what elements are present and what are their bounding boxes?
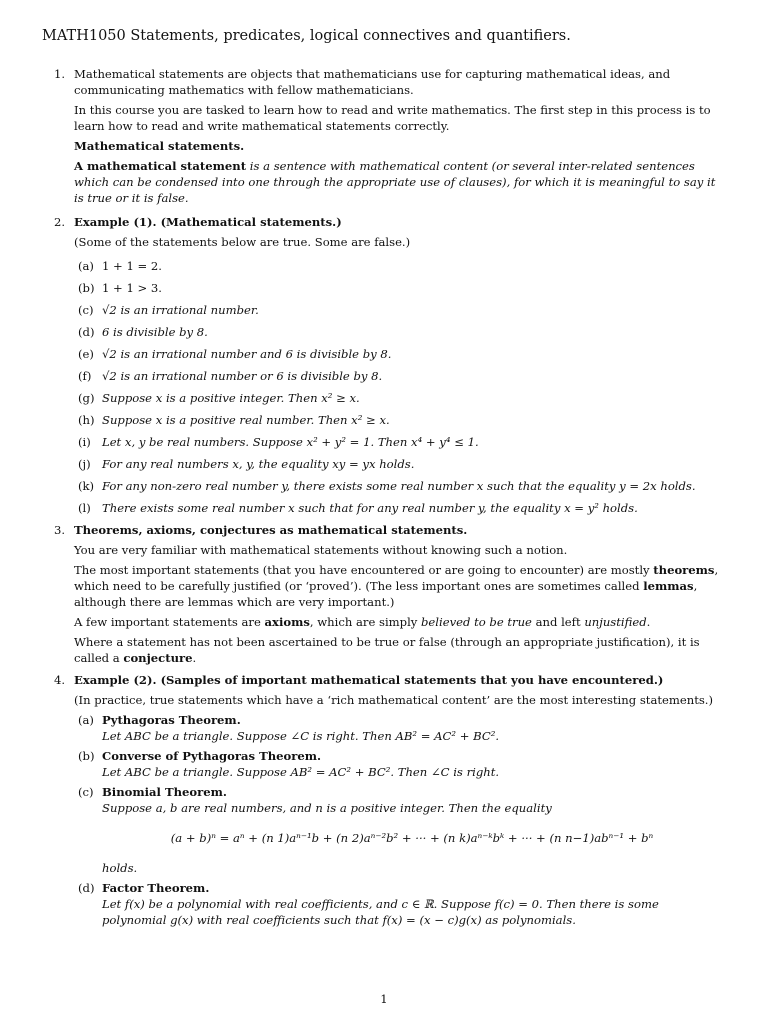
item-label: (i) — [78, 435, 91, 449]
text: A few important statements are — [74, 615, 265, 629]
item-label: (d) — [78, 325, 95, 339]
theorem-text: Let ABC be a triangle. Suppose ∠C is right. Then AB² = AC² + BC². — [102, 729, 500, 743]
paragraph: Mathematical statements are objects that mathematicians use for capturing mathematical ideas, and communicating mathematics with fellow mathematicians. — [74, 67, 671, 97]
statement-item — [74, 456, 722, 472]
section-heading: Example (2). (Samples of important mathematical statements that you have encountered.) — [74, 673, 664, 687]
section-3 — [42, 522, 722, 666]
item-label: (l) — [78, 501, 91, 515]
section-2 — [42, 214, 722, 516]
theorem-title: Converse of Pythagoras Theorem. — [102, 749, 322, 763]
text: The most important statements (that you have encountered or are going to encounter) are mostly — [74, 563, 654, 577]
theorem-item — [74, 712, 722, 744]
defined-term: A mathematical statement — [74, 159, 247, 173]
text: , which are simply — [309, 615, 422, 629]
theorem-title: Binomial Theorem. — [102, 785, 227, 799]
theorem-title: Pythagoras Theorem. — [102, 713, 241, 727]
item-label: (e) — [78, 347, 94, 361]
statement-text: Suppose x is a positive integer. Then x² ≥ x. — [102, 391, 360, 405]
section-heading: Theorems, axioms, conjectures as mathematical statements. — [74, 523, 468, 537]
statement-list — [74, 258, 722, 516]
statement-item — [74, 324, 722, 340]
binomial-equation: (a + b)ⁿ = aⁿ + (n 1)aⁿ⁻¹b + (n 2)aⁿ⁻²b² + ··· + (n k)aⁿ⁻ᵏbᵏ + ··· + (n n−1)abⁿ⁻¹ + bⁿ — [170, 831, 654, 845]
definition — [74, 158, 722, 206]
theorem-text: Suppose a, b are real numbers, and n is a positive integer. Then the equality — [102, 801, 552, 815]
section-number: 4. — [54, 673, 66, 687]
item-label: (c) — [78, 303, 94, 317]
item-label: (j) — [78, 457, 91, 471]
section-heading: Mathematical statements. — [74, 139, 245, 153]
statement-text: Suppose x is a positive real number. Then x² ≥ x. — [102, 413, 390, 427]
theorem-text: Let f(x) be a polynomial with real coefficients, and c ∈ ℝ. Suppose f(c) = 0. Then there is some polynomial g(x) with real coefficients such that f(x) = (x − c)g(x) as polynomials. — [102, 897, 659, 927]
paragraph — [74, 634, 722, 666]
term-lemmas: lemmas — [643, 579, 694, 593]
theorem-item — [74, 880, 722, 928]
text: . — [192, 651, 197, 665]
item-label: (b) — [78, 749, 95, 763]
statement-text: For any non-zero real number y, there exists some real number x such that the equality y = 2x holds. — [102, 479, 696, 493]
text: . — [646, 615, 651, 629]
theorem-title: Factor Theorem. — [102, 881, 210, 895]
statement-item — [74, 390, 722, 406]
statement-item — [74, 346, 722, 362]
item-label: (b) — [78, 281, 95, 295]
text: and left — [531, 615, 585, 629]
theorem-item — [74, 748, 722, 780]
statement-item — [74, 500, 722, 516]
section-number: 1. — [54, 67, 66, 81]
emphasis: believed to be true — [421, 615, 532, 629]
page-number: 1 — [380, 992, 388, 1006]
paragraph — [74, 614, 722, 630]
statement-item — [74, 368, 722, 384]
term-axioms: axioms — [264, 615, 310, 629]
statement-item — [74, 412, 722, 428]
statement-text: 1 + 1 > 3. — [102, 281, 162, 295]
item-label: (h) — [78, 413, 95, 427]
item-label: (f) — [78, 369, 92, 383]
item-label: (a) — [78, 259, 94, 273]
item-label: (c) — [78, 785, 94, 799]
section-number: 3. — [54, 523, 66, 537]
statement-text: 1 + 1 = 2. — [102, 259, 162, 273]
paragraph: (Some of the statements below are true. Some are false.) — [74, 235, 411, 249]
item-label: (g) — [78, 391, 95, 405]
statement-text: Let x, y be real numbers. Suppose x² + y² = 1. Then x⁴ + y⁴ ≤ 1. — [102, 435, 479, 449]
item-label: (k) — [78, 479, 95, 493]
statement-item — [74, 258, 722, 274]
statement-item — [74, 302, 722, 318]
paragraph — [74, 562, 722, 610]
section-1 — [42, 66, 722, 206]
paragraph: You are very familiar with mathematical statements without knowing such a notion. — [74, 543, 568, 557]
definition-text: is a sentence with mathematical content (or several inter-related sentences which can be condensed into one through the appropriate use of clauses), for which it is meaningful to say it is true or it is false. — [74, 159, 716, 205]
text: , although there are lemmas which are very important.) — [74, 579, 698, 609]
statement-item — [74, 434, 722, 450]
term-conjecture: conjecture — [123, 651, 193, 665]
text: Where a statement has not been ascertained to be true or false (through an appropriate justification), it is called a — [74, 635, 700, 665]
theorem-text: Let ABC be a triangle. Suppose AB² = AC² + BC². Then ∠C is right. — [102, 765, 500, 779]
text: , which need to be carefully justified (or ‘proved’). (The less important ones are sometimes called — [74, 563, 719, 593]
statement-item — [74, 280, 722, 296]
statement-text: √2 is an irrational number and 6 is divisible by 8. — [102, 347, 392, 361]
paragraph: In this course you are tasked to learn how to read and write mathematics. The first step in this process is to learn how to read and write mathematical statements correctly. — [74, 103, 711, 133]
theorem-text: holds. — [102, 861, 138, 875]
item-label: (d) — [78, 881, 95, 895]
item-label: (a) — [78, 713, 94, 727]
theorem-item — [74, 784, 722, 876]
statement-text: For any real numbers x, y, the equality xy = yx holds. — [102, 457, 415, 471]
term-theorems: theorems — [653, 563, 715, 577]
statement-item — [74, 478, 722, 494]
document-page — [42, 28, 722, 934]
page-title: MATH1050 Statements, predicates, logical connectives and quantifiers. — [42, 28, 571, 44]
statement-text: There exists some real number x such that for any real number y, the equality x = y² holds. — [102, 501, 638, 515]
paragraph: (In practice, true statements which have a ‘rich mathematical content’ are the most interesting statements.) — [74, 693, 714, 707]
emphasis: unjustified — [584, 615, 647, 629]
statement-text: √2 is an irrational number. — [102, 303, 259, 317]
section-number: 2. — [54, 215, 66, 229]
statement-text: √2 is an irrational number or 6 is divisible by 8. — [102, 369, 383, 383]
statement-text: 6 is divisible by 8. — [102, 325, 208, 339]
section-4 — [42, 672, 722, 928]
section-heading: Example (1). (Mathematical statements.) — [74, 215, 342, 229]
